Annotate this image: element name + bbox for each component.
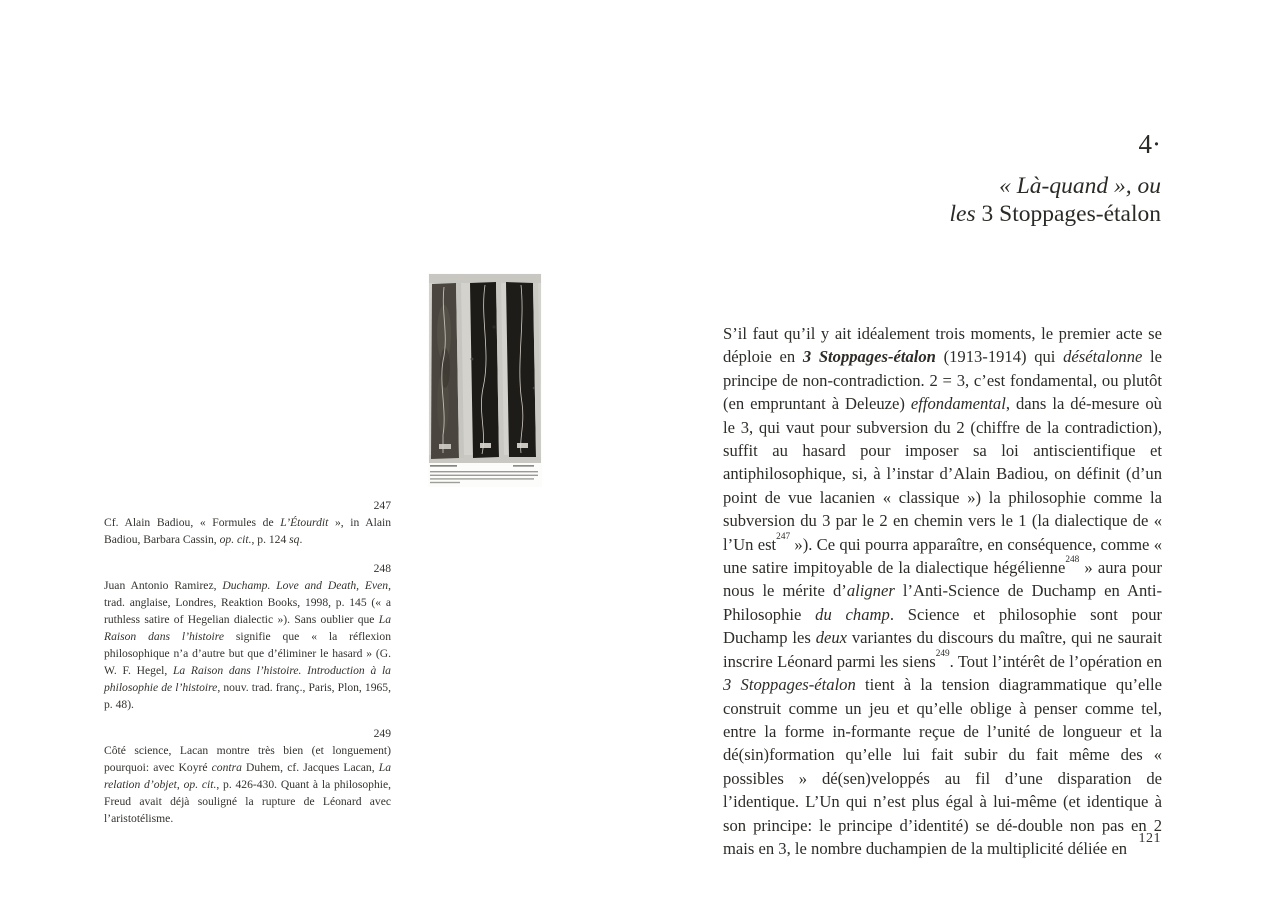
chapter-title-line1: « Là-quand », ou	[999, 173, 1161, 199]
chapter-title-line2: les 3 Stoppages-étalon	[949, 200, 1161, 227]
chapter-title	[723, 173, 1161, 228]
figure-3-stoppages-etalon	[428, 273, 542, 487]
footnote-249	[104, 725, 391, 827]
panel-1-label	[439, 444, 451, 449]
page-number: 121	[1138, 831, 1161, 846]
artwork-photo	[428, 273, 542, 487]
panel-2	[470, 282, 499, 458]
chapter-heading	[723, 128, 1161, 228]
footnote-248	[104, 560, 391, 713]
footnote-number: 249	[373, 727, 391, 740]
footnote-number: 248	[373, 562, 391, 575]
panel-3	[506, 282, 536, 457]
footnotes-block	[104, 497, 391, 839]
chapter-number: 4·	[1138, 129, 1161, 159]
footnote-text: Côté science, Lacan montre très bien (et longuement) pourquoi: avec Koyré contra Duhem, cf. Jacques Lacan, La relation d’objet, op. cit., p. 426-430. Quant à la philosophie, Freud avait déjà souligné la rupture de Léonard avec l’aristotélisme.	[104, 744, 392, 825]
panel-2-label	[480, 443, 491, 448]
body-paragraph: S’il faut qu’il y ait idéalement trois moments, le premier acte se déploie en 3 Stoppages-étalon (1913-1914) qui désétalonne le principe de non-contradiction. 2 = 3, c’est fondamental, ou plutôt (en empruntant à Deleuze) effondamental, dans la dé-mesure où le 3, qui vaut pour subversion du 2 (chiffre de la contradiction), suffit au hasard pour imposer sa loi antiscientifique et antiphilosophique, si, à l’instar d’Alain Badiou, on définit (d’un point de vue lacanien « classique ») la philosophie comme la subversion du 3 par le 2 en chemin vers le 1 (la dialectique de « l’Un est$^{247}$ »). Ce qui pourra apparaître, en conséquence, comme « une satire impitoyable de la dialectique hégélienne$^{248}$ » aura pour nous le mérite d’aligner l’Anti-Science de Duchamp en Anti-Philosophie du champ. Science et philosophie sont pour Duchamp les deux variantes du discours du maître, qui ne saurait inscrire Léonard parmi les siens$^{249}$. Tout l’intérêt de l’opération en 3 Stoppages-étalon tient à la tension diagrammatique qu’elle construit comme un jeu et qu’elle oblige à penser comme tel, entre la forme in-formante reçue de l’unité de longueur et la dé(sin)formation qu’elle lui fait subir du fait même des « possibles » dé(sen)veloppés au fil d’une disparation de l’identique. L’Un qui n’est plus égal à lui-même (et identique à son principe: le principe d’identité) se dé-double non pas en 2 mais en 3, le nombre duchampien de la multiplicité déliée en	[723, 324, 1163, 858]
panel-3-label	[517, 443, 528, 448]
footnote-text: Cf. Alain Badiou, « Formules de L’Étourdit », in Alain Badiou, Barbara Cassin, op. cit., p. 124 sq.	[104, 516, 391, 546]
footnote-number: 247	[373, 499, 391, 512]
footnote-text: Juan Antonio Ramirez, Duchamp. Love and Death, Even, trad. anglaise, Londres, Reaktion Books, 1998, p. 145 (« a ruthless satire of Hegelian dialectic »). Sans oublier que La Raison dans l’histoire signifie que « la réflexion philosophique n’a d’autre but que d’éliminer le hasard » (G. W. F. Hegel, La Raison dans l’histoire. Introduction à la philosophie de l’histoire, nouv. trad. franç., Paris, Plon, 1965, p. 48).	[104, 579, 391, 711]
footnote-247	[104, 497, 391, 548]
